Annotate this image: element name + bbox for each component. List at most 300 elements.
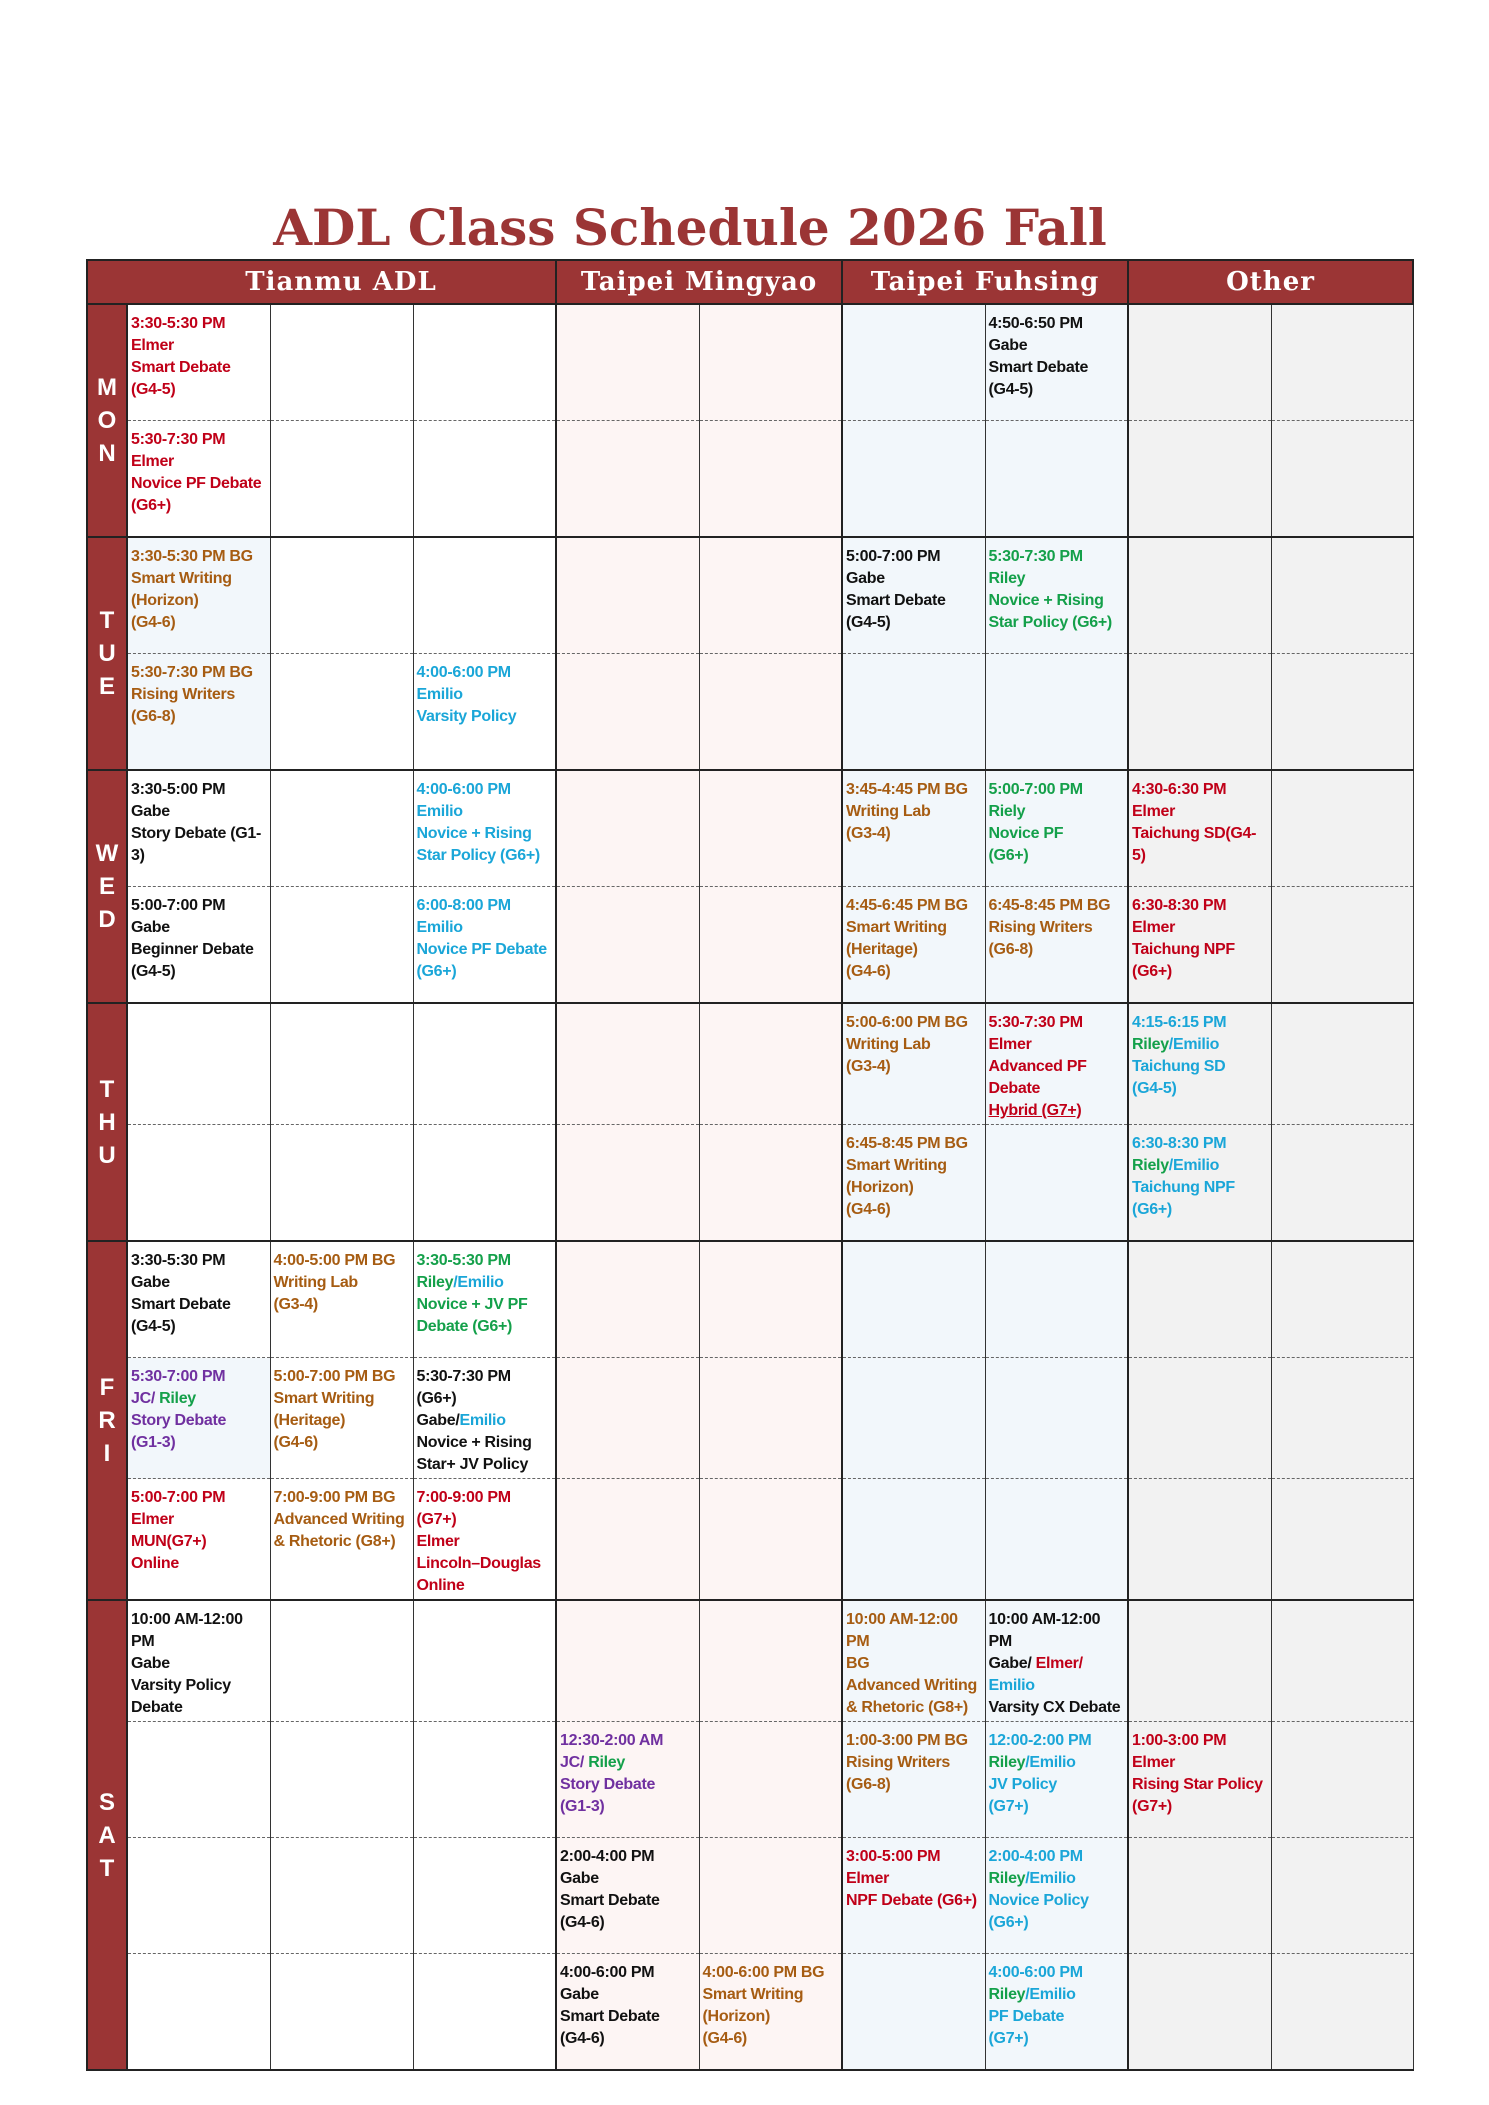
class-entry [1128,887,1271,1004]
class-detail: (G6-8) [988,941,1033,958]
class-detail: Debate (G6+) [416,1318,513,1335]
day-label-fri [87,1241,127,1600]
empty-slot [270,1003,413,1125]
class-detail: Rising Writers [131,686,235,703]
class-time: 5:00-7:00 PM [131,1489,226,1506]
day-letter: U [98,640,116,667]
class-detail: Gabe [131,919,170,936]
class-time: 3:30-5:30 PM [131,315,226,332]
class-detail: Online [416,1577,465,1594]
class-detail: (G7+) [988,2030,1029,2047]
class-detail: Elmer [416,1533,460,1550]
class-detail: (G1-3) [560,1798,605,1815]
class-time: 5:00-7:00 PM [846,548,941,565]
class-detail: Novice PF Debate [131,475,262,492]
class-time: 10:00 AM-12:00 PM [988,1611,1101,1650]
class-detail: (Heritage) [846,941,918,958]
class-detail: Novice + JV PF [416,1296,528,1313]
empty-slot [1271,887,1413,1004]
empty-slot [413,1722,556,1838]
class-time: 2:00-4:00 PM [560,1848,655,1865]
day-letter: R [98,1407,116,1434]
class-entry [127,421,270,538]
class-time: 12:30-2:00 AM [560,1732,664,1749]
class-detail: (G7+) [1132,1798,1172,1815]
class-entry [1128,770,1271,887]
class-detail: Smart Debate [846,592,946,609]
class-entry [413,1358,556,1479]
class-entry [127,887,270,1004]
class-detail: Gabe [846,570,885,587]
location-header-fuhsing: Taipei Fuhsing [842,260,1128,304]
empty-slot [413,1125,556,1242]
class-detail: Smart Writing [702,1986,804,2003]
empty-slot [1128,654,1271,771]
empty-slot [699,1479,842,1601]
page-title: ADL Class Schedule 2026 Fall [273,198,1107,257]
class-detail: Elmer [1132,803,1176,820]
class-detail: Riley/Emilio [416,1274,504,1291]
class-detail: Story Debate (G1- [131,825,262,842]
day-letter: W [95,840,119,867]
empty-slot [699,537,842,654]
empty-slot [699,1241,842,1358]
class-time: 7:00-9:00 PM BG [273,1489,396,1506]
class-detail: JC/ Riley [131,1390,196,1407]
class-time: 4:00-6:00 PM [560,1964,655,1981]
schedule-row [87,887,1413,1004]
class-entry [985,1838,1128,1954]
day-label-thu [87,1003,127,1241]
class-detail: (G6+) [1132,1201,1172,1218]
day-letter: S [98,1788,115,1816]
day-label-tue [87,537,127,770]
class-detail: Elmer [1132,919,1176,936]
empty-slot [270,421,413,538]
empty-slot [1271,1954,1413,2071]
class-entry [842,887,985,1004]
schedule-row [87,1241,1413,1358]
class-detail: (G4-6) [560,1914,605,1931]
class-detail: Taichung SD(G4-5) [1132,825,1257,864]
class-detail: (G7+) [988,1798,1029,1815]
class-time: 10:00 AM-12:00 PM [846,1611,958,1650]
class-detail: Smart Writing [846,919,947,936]
location-header-row [87,260,1413,304]
class-time: 12:00-2:00 PM [988,1732,1092,1749]
class-time: 6:45-8:45 PM BG [846,1135,968,1152]
class-detail: Elmer [1132,1754,1176,1771]
empty-slot [699,1722,842,1838]
class-detail: (G6+) [988,847,1029,864]
empty-slot [1128,1838,1271,1954]
class-detail: PF Debate [988,2008,1065,2025]
schedule-row [87,1125,1413,1242]
class-detail: Novice + Rising [416,825,532,842]
class-detail: (G4-6) [273,1434,318,1451]
class-time: 6:30-8:30 PM [1132,1135,1227,1152]
class-detail: Writing Lab [846,803,931,820]
class-detail: (G6+) [1132,963,1172,980]
class-entry [127,1479,270,1601]
class-detail: (G3-4) [846,1058,891,1075]
class-detail: Gabe [131,1655,170,1672]
class-time: 5:30-7:00 PM [131,1368,226,1385]
empty-slot [1271,304,1413,421]
class-detail: Varsity Policy [131,1677,231,1694]
class-time: 4:15-6:15 PM [1132,1014,1227,1031]
empty-slot [1128,537,1271,654]
class-time: 1:00-3:00 PM BG [846,1732,968,1749]
class-entry [1128,1003,1271,1125]
schedule-row [87,654,1413,771]
class-detail: Smart Debate [560,2008,660,2025]
empty-slot [270,654,413,771]
empty-slot [270,1838,413,1954]
empty-slot [1271,1125,1413,1242]
schedule-row [87,1479,1413,1601]
class-time: 3:30-5:30 PM BG [131,548,253,565]
class-detail: Star Policy (G6+) [416,847,540,864]
day-letter: N [98,440,116,467]
class-detail: Rising Star Policy [1132,1776,1263,1793]
schedule-row [87,1722,1413,1838]
class-detail: (Horizon) [846,1179,914,1196]
class-detail: (G4-5) [846,614,891,631]
class-detail: (Horizon) [702,2008,771,2025]
class-detail: Riley/Emilio [988,1754,1076,1771]
empty-slot [1128,421,1271,538]
empty-slot [699,1600,842,1722]
class-entry [127,654,270,771]
class-detail: Smart Debate [131,1296,231,1313]
class-detail: Gabe [560,1870,599,1887]
class-entry [842,1125,985,1242]
class-detail: Gabe/Emilio [416,1412,506,1429]
class-time: 4:30-6:30 PM [1132,781,1227,798]
class-time: 3:45-4:45 PM BG [846,781,968,798]
empty-slot [1271,421,1413,538]
class-entry [985,1600,1128,1722]
empty-slot [270,770,413,887]
schedule-row [87,1358,1413,1479]
empty-slot [842,304,985,421]
class-detail: Story Debate [560,1776,656,1793]
class-entry [413,887,556,1004]
class-time: 4:45-6:45 PM BG [846,897,968,914]
empty-slot [985,1479,1128,1601]
empty-slot [413,304,556,421]
class-detail: Online [131,1555,179,1572]
empty-slot [699,1125,842,1242]
empty-slot [127,1838,270,1954]
class-entry [842,1600,985,1722]
class-detail: (G6+) [988,1914,1029,1931]
class-detail: Elmer [988,1036,1032,1053]
class-entry [127,1600,270,1722]
class-entry [842,1838,985,1954]
empty-slot [1128,1954,1271,2071]
empty-slot [270,887,413,1004]
class-detail: (G1-3) [131,1434,176,1451]
day-letter: U [98,1141,116,1169]
empty-slot [699,1838,842,1954]
day-letter: E [98,673,115,700]
empty-slot [556,654,699,771]
class-entry [556,1722,699,1838]
class-entry [985,1954,1128,2071]
class-time: 5:30-7:30 PM [131,431,226,448]
empty-slot [985,1241,1128,1358]
empty-slot [556,421,699,538]
class-detail: Debate [988,1080,1041,1097]
empty-slot [1128,1241,1271,1358]
empty-slot [985,654,1128,771]
class-entry [413,654,556,771]
class-entry [270,1241,413,1358]
class-detail: Emilio [988,1677,1035,1694]
class-time: 5:00-6:00 PM BG [846,1014,968,1031]
class-detail: (Heritage) [273,1412,346,1429]
class-detail: 3) [131,847,145,864]
class-entry [127,304,270,421]
class-detail: Taichung NPF [1132,1179,1235,1196]
empty-slot [1271,1358,1413,1479]
class-detail: Smart Debate [988,359,1089,376]
class-detail: Novice PF Debate [416,941,547,958]
class-entry [1128,1125,1271,1242]
empty-slot [1271,770,1413,887]
empty-slot [556,1358,699,1479]
empty-slot [1128,1600,1271,1722]
class-entry [842,1722,985,1838]
schedule-row [87,1954,1413,2071]
class-entry [985,304,1128,421]
class-detail: Smart Debate [560,1892,660,1909]
class-detail: Novice PF [988,825,1064,842]
class-detail: (G4-5) [131,1318,176,1335]
empty-slot [1271,1722,1413,1838]
class-entry [127,537,270,654]
class-entry [413,1241,556,1358]
day-letter: O [97,407,117,434]
schedule-table [86,259,1414,2071]
class-time: 4:00-5:00 PM BG [273,1252,396,1269]
day-letter: T [99,1854,115,1882]
empty-slot [842,1479,985,1601]
class-detail: (G4-6) [702,2030,747,2047]
class-detail: Varsity Policy [416,708,517,725]
location-header-other: Other [1128,260,1413,304]
empty-slot [699,421,842,538]
empty-slot [842,421,985,538]
class-detail: (G4-6) [846,963,891,980]
empty-slot [127,1722,270,1838]
empty-slot [413,1600,556,1722]
empty-slot [699,1358,842,1479]
class-time: 4:00-6:00 PM [416,664,511,681]
class-detail: Advanced PF [988,1058,1087,1075]
empty-slot [1271,1600,1413,1722]
class-detail: Riley/Emilio [988,1870,1076,1887]
class-time: 4:00-6:00 PM [416,781,511,798]
schedule-row [87,537,1413,654]
empty-slot [413,1003,556,1125]
class-entry [127,1358,270,1479]
class-detail: Elmer [131,337,174,354]
empty-slot [1271,1838,1413,1954]
class-detail: Gabe [560,1986,599,2003]
class-entry [985,1003,1128,1125]
class-detail: Lincoln–Douglas [416,1555,541,1572]
class-detail: Advanced Writing [273,1511,405,1528]
class-detail: Rising Writers [846,1754,951,1771]
class-entry [270,1479,413,1601]
empty-slot [270,1722,413,1838]
empty-slot [985,1358,1128,1479]
day-letter: T [99,607,115,634]
class-detail: Riely [988,803,1026,820]
class-time: 4:00-6:00 PM [988,1964,1083,1981]
class-detail: (G6+) [416,963,457,980]
location-header-mingyao: Taipei Mingyao [556,260,842,304]
empty-slot [270,537,413,654]
class-detail: Advanced Writing [846,1677,977,1694]
class-time: 4:50-6:50 PM [988,315,1083,332]
class-detail: (G6+) [131,497,171,514]
class-entry [556,1838,699,1954]
empty-slot [699,654,842,771]
class-detail: Gabe [131,1274,170,1291]
class-detail: (G4-5) [988,381,1033,398]
class-entry [699,1954,842,2071]
class-detail: (G3-4) [273,1296,318,1313]
empty-slot [270,1600,413,1722]
empty-slot [1128,1358,1271,1479]
corner-cell [87,260,127,304]
class-entry [413,770,556,887]
class-detail: Star Policy (G6+) [988,614,1112,631]
class-detail: Emilio [416,686,463,703]
empty-slot [699,304,842,421]
class-detail: MUN(G7+) [131,1533,207,1550]
class-detail: Smart Debate [131,359,231,376]
class-time: 1:00-3:00 PM [1132,1732,1227,1749]
class-detail: Taichung SD [1132,1058,1226,1075]
schedule-row [87,1838,1413,1954]
day-letter: A [98,1821,116,1849]
class-entry [556,1954,699,2071]
class-detail: Elmer [846,1870,890,1887]
class-entry [127,1241,270,1358]
class-detail: Emilio [416,803,463,820]
class-time: 3:00-5:00 PM [846,1848,941,1865]
class-entry [985,887,1128,1004]
empty-slot [1271,1479,1413,1601]
location-header-tianmu: Tianmu ADL [127,260,556,304]
class-detail: Riely/Emilio [1132,1157,1220,1174]
class-detail: Hybrid (G7+) [988,1102,1082,1119]
class-detail: Riley [988,570,1026,587]
empty-slot [699,1003,842,1125]
class-entry [985,770,1128,887]
class-time: 2:00-4:00 PM [988,1848,1083,1865]
class-detail: Star+ JV Policy [416,1456,529,1473]
class-detail: (G4-5) [1132,1080,1177,1097]
empty-slot [270,1125,413,1242]
class-detail: Novice Policy [988,1892,1089,1909]
class-time: 5:00-7:00 PM [988,781,1083,798]
class-entry [270,1358,413,1479]
empty-slot [556,770,699,887]
class-detail: Debate [131,1699,183,1716]
class-entry [1128,1722,1271,1838]
class-time: 5:00-7:00 PM BG [273,1368,396,1385]
class-detail: Smart Writing [273,1390,375,1407]
class-time: 5:00-7:00 PM [131,897,226,914]
class-detail: Novice + Rising [416,1434,532,1451]
empty-slot [699,770,842,887]
class-detail: Gabe [131,803,170,820]
class-detail: Varsity CX Debate [988,1699,1121,1716]
class-entry [842,537,985,654]
empty-slot [1128,304,1271,421]
empty-slot [556,1241,699,1358]
class-time: 5:30-7:30 PM [988,1014,1083,1031]
empty-slot [413,1954,556,2071]
empty-slot [270,1954,413,2071]
class-detail: (G4-6) [846,1201,891,1218]
class-detail: Riley/Emilio [988,1986,1076,2003]
schedule-row [87,304,1413,421]
class-detail: BG [846,1655,870,1672]
class-detail: & Rhetoric (G8+) [273,1533,396,1550]
schedule-row [87,770,1413,887]
empty-slot [842,1358,985,1479]
class-detail: & Rhetoric (G8+) [846,1699,968,1716]
class-time: 6:45-8:45 PM BG [988,897,1111,914]
day-letter: T [99,1075,115,1103]
class-detail: (G4-6) [131,614,176,631]
day-label-sat [87,1600,127,2070]
class-detail: (G4-6) [560,2030,605,2047]
class-time: 5:30-7:30 PM [988,548,1083,565]
class-entry [842,770,985,887]
empty-slot [842,1954,985,2071]
class-time: 6:30-8:30 PM [1132,897,1227,914]
empty-slot [1271,537,1413,654]
class-detail: (G4-5) [131,963,176,980]
day-letter: E [98,873,115,900]
day-letter: M [97,374,117,401]
class-detail: Writing Lab [846,1036,931,1053]
class-detail: Writing Lab [273,1274,358,1291]
day-label-wed [87,770,127,1003]
empty-slot [556,1125,699,1242]
class-time: 6:00-8:00 PM [416,897,511,914]
class-time: 7:00-9:00 PM (G7+) [416,1489,511,1528]
class-detail: Story Debate [131,1412,227,1429]
empty-slot [985,1125,1128,1242]
class-entry [985,537,1128,654]
empty-slot [985,421,1128,538]
class-detail: Rising Writers [988,919,1093,936]
class-detail: Beginner Debate [131,941,254,958]
empty-slot [413,537,556,654]
class-time: 3:30-5:30 PM [131,1252,226,1269]
class-time: 5:30-7:30 PM (G6+) [416,1368,511,1407]
empty-slot [556,1600,699,1722]
